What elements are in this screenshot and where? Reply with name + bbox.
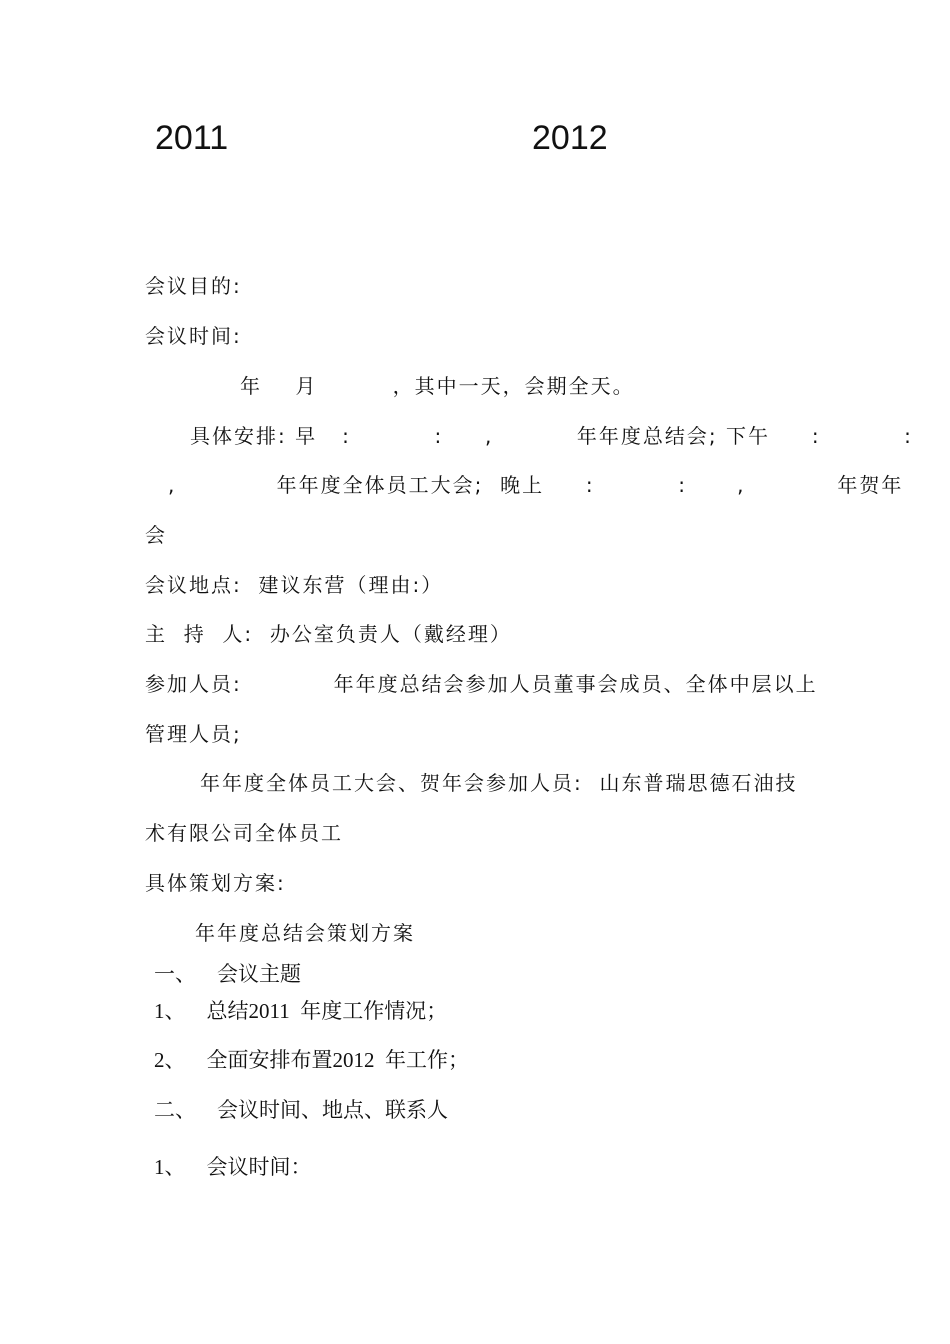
host-line: 主 持 人: 办公室负责人（戴经理）: [145, 622, 512, 646]
time-label: 会议时间:: [145, 324, 242, 348]
attendees-line-3: 年年度全体员工大会、贺年会参加人员: 山东普瑞思德石油技: [200, 771, 798, 795]
attendees-line-2: 管理人员;: [145, 722, 242, 746]
item-2: 2、 全面安排布置2012 年工作；: [154, 1048, 469, 1072]
plan-label: 具体策划方案:: [145, 871, 286, 895]
section-2-heading: 二、 会议时间、地点、联系人: [154, 1098, 448, 1122]
plan-title: 年年度总结会策划方案: [195, 921, 415, 945]
year-right: 2012: [532, 119, 608, 157]
item-1: 1、 总结2011 年度工作情况；: [154, 999, 448, 1023]
schedule-line-1: 具体安排: 早 : : , 年年度总结会; 下午 : :: [190, 424, 913, 448]
purpose-label: 会议目的:: [145, 274, 242, 298]
date-line: 年 月 ，其中一天，会期全天。: [240, 374, 635, 398]
schedule-line-3: 会: [145, 523, 167, 547]
attendees-line-1: 参加人员: 年年度总结会参加人员董事会成员、全体中层以上: [145, 672, 818, 696]
section-1-heading: 一、 会议主题: [154, 962, 301, 986]
schedule-line-2: , 年年度全体员工大会; 晚上 : : , 年贺年: [168, 473, 904, 497]
venue-line: 会议地点: 建议东营（理由:）: [145, 573, 444, 597]
attendees-line-4: 术有限公司全体员工: [145, 821, 343, 845]
item-3: 1、 会议时间：: [154, 1155, 312, 1179]
year-left: 2011: [155, 119, 229, 157]
